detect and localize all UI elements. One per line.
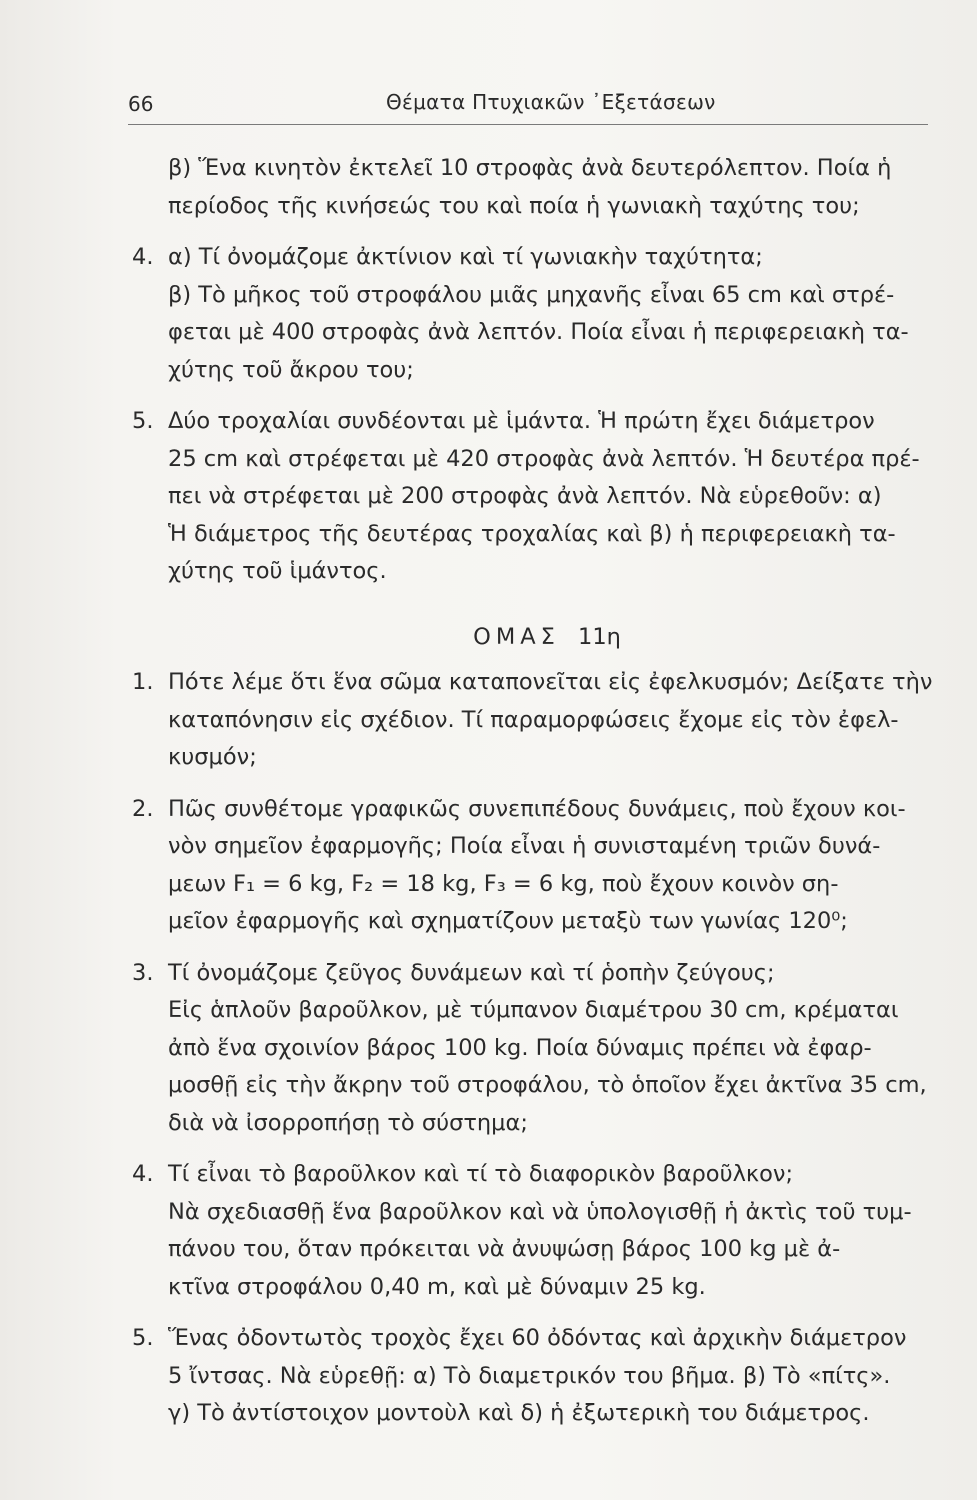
question-item [132, 664, 942, 777]
group-heading-word: ΟΜΑΣ [473, 623, 560, 650]
text-line: περίοδος τῆς κινήσεώς του καὶ ποία ἡ γωνιακὴ ταχύτης του; [168, 192, 860, 219]
header-rule [128, 124, 928, 125]
page-number: 66 [128, 92, 154, 116]
text-line: μεῖον ἐφαρμογῆς καὶ σχηματίζουν μεταξὺ των γωνίας 120⁰; [168, 908, 848, 934]
group-heading [132, 619, 942, 657]
text-line: α) Τί ὀνομάζομε ἀκτίνιον καὶ τί γωνιακὴν ταχύτητα; [168, 244, 763, 270]
text-line: πει νὰ στρέφεται μὲ 200 στροφὰς ἀνὰ λεπτόν. Νὰ εὑρεθοῦν: α) [168, 483, 882, 509]
text-line: Νὰ σχεδιασθῇ ἕνα βαροῦλκον καὶ νὰ ὑπολογισθῇ ἡ ἀκτὶς τοῦ τυμ- [168, 1198, 912, 1225]
question-item [132, 403, 942, 591]
text-line: χύτης τοῦ ἱμάντος. [168, 558, 387, 584]
question-item [132, 955, 942, 1143]
question-number: 4. [132, 244, 154, 270]
question-number: 4. [132, 1161, 154, 1187]
text-line: 25 cm καὶ στρέφεται μὲ 420 στροφὰς ἀνὰ λεπτόν. Ἡ δευτέρα πρέ- [168, 445, 920, 472]
text-line: Εἰς ἁπλοῦν βαροῦλκον, μὲ τύμπανον διαμέτρου 30 cm, κρέμαται [168, 997, 899, 1023]
question-item [132, 1156, 942, 1306]
group-heading-number: 11η [578, 623, 621, 650]
question-item [132, 239, 942, 389]
text-line: β) Τὸ μῆκος τοῦ στροφάλου μιᾶς μηχανῆς εἶναι 65 cm καὶ στρέ- [168, 281, 895, 308]
question-item [132, 791, 942, 941]
text-line: κυσμόν; [168, 744, 257, 770]
question-3-part-b [168, 150, 942, 225]
question-number: 5. [132, 408, 154, 434]
text-line: 5 ἴντσας. Νὰ εὑρεθῇ: α) Τὸ διαμετρικόν του βῆμα. β) Τὸ «πίτς». [168, 1362, 891, 1389]
text-line: Πῶς συνθέτομε γραφικῶς συνεπιπέδους δυνάμεις, ποὺ ἔχουν κοι- [168, 795, 906, 822]
question-number: 3. [132, 959, 154, 986]
text-line: Τί ὀνομάζομε ζεῦγος δυνάμεων καὶ τί ῥοπὴν ζεύγους; [168, 959, 775, 986]
question-number: 5. [132, 1325, 154, 1351]
text-line: καταπόνησιν εἰς σχέδιον. Τί παραμορφώσεις ἔχομε εἰς τὸν ἐφελ- [168, 706, 899, 733]
text-line: μοσθῇ εἰς τὴν ἄκρην τοῦ στροφάλου, τὸ ὁποῖον ἔχει ἀκτῖνα 35 cm, [168, 1072, 927, 1098]
running-title: Θέματα Πτυχιακῶν ᾿Εξετάσεων [386, 90, 716, 114]
text-line: φεται μὲ 400 στροφὰς ἀνὰ λεπτόν. Ποία εἶναι ἡ περιφερειακὴ τα- [168, 319, 909, 345]
text-line: ἀπὸ ἕνα σχοινίον βάρος 100 kg. Ποία δύναμις πρέπει νὰ ἐφαρ- [168, 1034, 872, 1061]
text-line: Τί εἶναι τὸ βαροῦλκον καὶ τί τὸ διαφορικὸν βαροῦλκον; [168, 1161, 794, 1187]
text-line: γ) Τὸ ἀντίστοιχον μοντοὺλ καὶ δ) ἡ ἐξωτερικὴ του διάμετρος. [168, 1400, 870, 1426]
text-line: μεων F₁ = 6 kg, F₂ = 18 kg, F₃ = 6 kg, ποὺ ἔχουν κοινὸν ση- [168, 870, 839, 897]
text-line: χύτης τοῦ ἄκρου του; [168, 356, 414, 383]
text-line: πάνου του, ὅταν πρόκειται νὰ ἀνυψώσῃ βάρος 100 kg μὲ ἀ- [168, 1236, 841, 1262]
question-number: 2. [132, 795, 154, 822]
page-body [132, 150, 942, 1433]
question-item [132, 1320, 942, 1433]
text-line: Ἡ διάμετρος τῆς δευτέρας τροχαλίας καὶ β) ἡ περιφερειακὴ τα- [168, 520, 896, 547]
page-header [128, 86, 928, 122]
text-line: κτῖνα στροφάλου 0,40 m, καὶ μὲ δύναμιν 25 kg. [168, 1273, 706, 1300]
text-line: Δύο τροχαλίαι συνδέονται μὲ ἱμάντα. Ἡ πρώτη ἔχει διάμετρον [168, 408, 875, 434]
text-line: Πότε λέμε ὅτι ἕνα σῶμα καταπονεῖται εἰς ἐφελκυσμόν; Δείξατε τὴν [168, 669, 933, 695]
text-line: β) Ἕνα κινητὸν ἐκτελεῖ 10 στροφὰς ἀνὰ δευτερόλεπτον. Ποία ἡ [168, 155, 892, 181]
text-line: διὰ νὰ ἰσορροπήσῃ τὸ σύστημα; [168, 1109, 528, 1136]
text-line: νὸν σημεῖον ἐφαρμογῆς; Ποία εἶναι ἡ συνισταμένη τριῶν δυνά- [168, 833, 881, 859]
question-number: 1. [132, 669, 154, 695]
text-line: Ἕνας ὀδοντωτὸς τροχὸς ἔχει 60 ὀδόντας καὶ ἀρχικὴν διάμετρον [168, 1325, 907, 1351]
